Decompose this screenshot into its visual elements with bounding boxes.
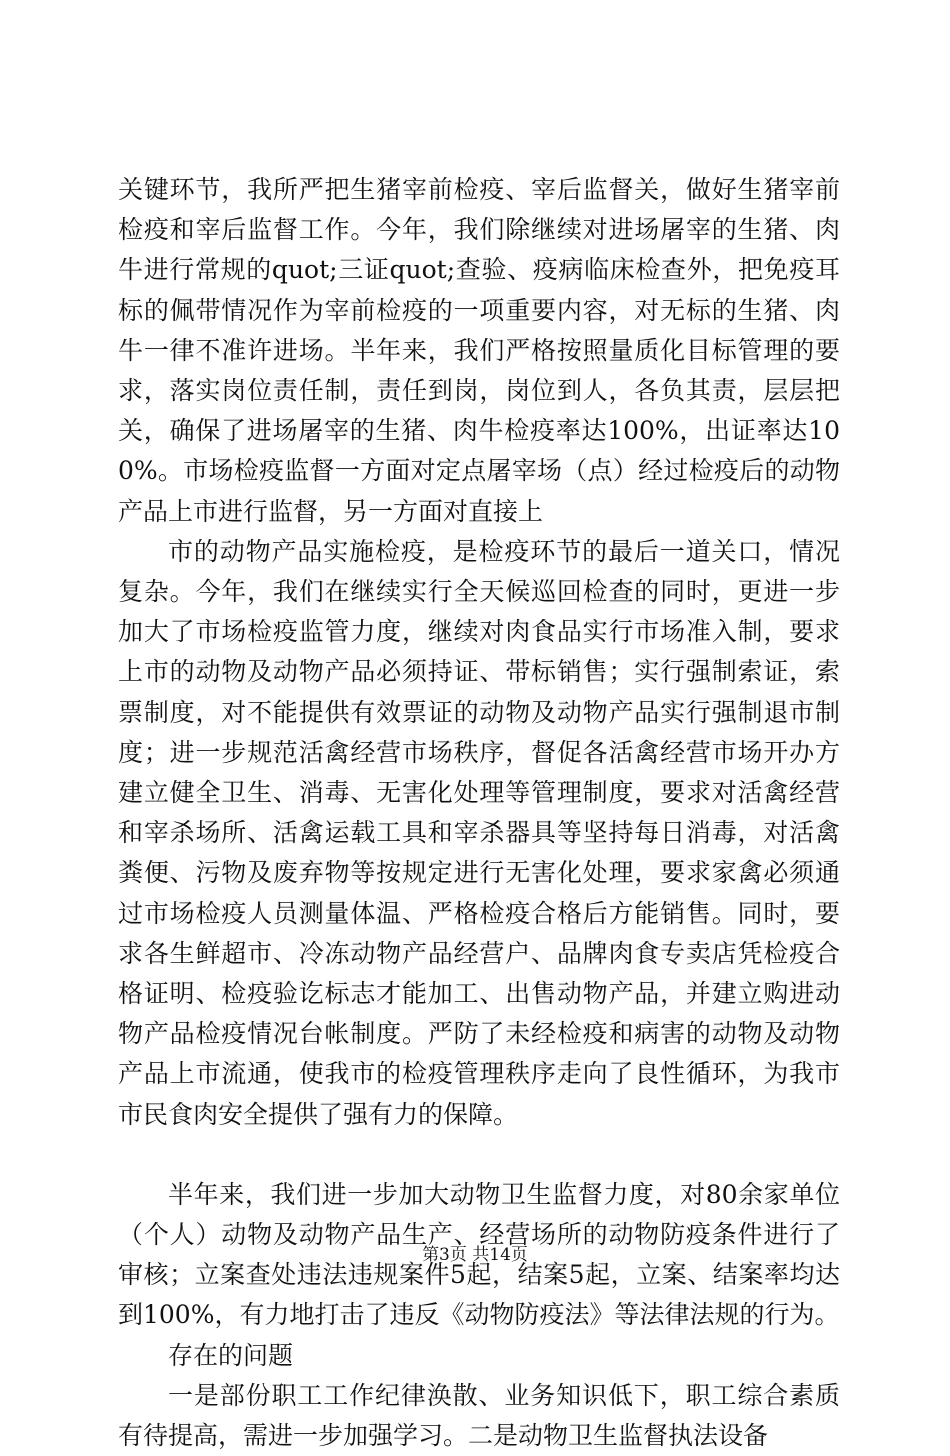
paragraph-3: 半年来，我们进一步加大动物卫生监督力度，对80余家单位（个人）动物及动物产品生产、经营场所的动物防疫条件进行了审核；立案查处违法违规案件5起，结案5起，立案、结案率均达到100%，有力地打击了违反《动物防疫法》等法律法规的行为。 xyxy=(118,1179,840,1330)
paragraph-4: 一是部份职工工作纪律涣散、业务知识低下，职工综合素质有待提高，需进一步加强学习。二是动物卫生监督执法设备 xyxy=(118,1380,840,1451)
paragraph-2: 市的动物产品实施检疫，是检疫环节的最后一道关口，情况复杂。今年，我们在继续实行全天候巡回检查的同时，更进一步加大了市场检疫监管力度，继续对肉食品实行市场准入制，要求上市的动物及动物产品必须持证、带标销售；实行强制索证，索票制度，对不能提供有效票证的动物及动物产品实行强制退市制度；进一步规范活禽经营市场秩序，督促各活禽经营市场开办方建立健全卫生、消毒、无害化处理等管理制度，要求对活禽经营和宰杀场所、活禽运载工具和宰杀器具等坚持每日消毒，对活禽粪便、污物及废弃物等按规定进行无害化处理，要求家禽必须通过市场检疫人员测量体温、严格检疫合格后方能销售。同时，要求各生鲜超市、冷冻动物产品经营户、品牌肉食专卖店凭检疫合格证明、检疫验讫标志才能加工、出售动物产品，并建立购进动物产品检疫情况台帐制度。严防了未经检疫和病害的动物及动物产品上市流通，使我市的检疫管理秩序走向了良性循环，为我市市民食肉安全提供了强有力的保障。 xyxy=(118,536,840,1129)
paragraph-1: 关键环节，我所严把生猪宰前检疫、宰后监督关，做好生猪宰前检疫和宰后监督工作。今年，我们除继续对进场屠宰的生猪、肉牛进行常规的quot;三证quot;查验、疫病临床检查外，把免疫耳标的佩带情况作为宰前检疫的一项重要内容，对无标的生猪、肉牛一律不准许进场。半年来，我们严格按照量质化目标管理的要求，落实岗位责任制，责任到岗，岗位到人，各负其责，层层把关，确保了进场屠宰的生猪、肉牛检疫率达100%，出证率达100%。市场检疫监督一方面对定点屠宰场（点）经过检疫后的动物产品上市进行监督，另一方面对直接上 xyxy=(118,175,840,526)
section-heading: 存在的问题 xyxy=(168,1340,294,1370)
page-number: 第3页 共14页 xyxy=(422,1245,528,1265)
